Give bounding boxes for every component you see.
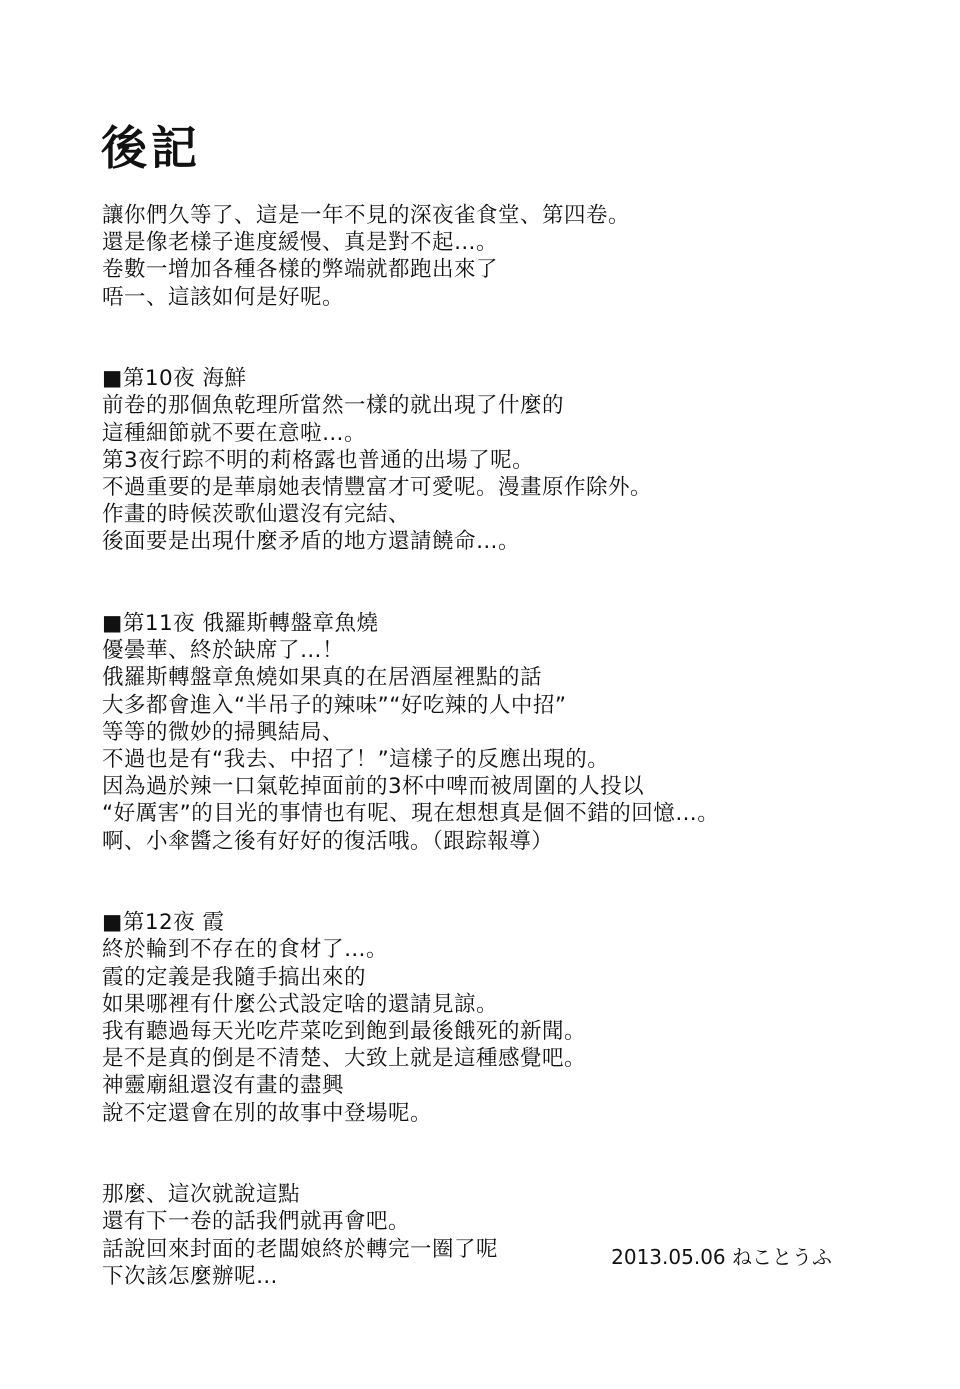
section-line: 大多都會進入“半吊子的辣味”“好吃辣的人中招”	[102, 692, 567, 718]
section-line: 如果哪裡有什麼公式設定啥的還請見諒。	[102, 991, 499, 1017]
section-heading: ■第10夜 海鮮	[102, 366, 247, 392]
outro-line: 還有下一卷的話我們就再會吧。	[102, 1209, 411, 1235]
afterword-body	[102, 202, 862, 1290]
page-title: 後記	[101, 121, 201, 175]
section-heading: ■第11夜 俄羅斯轉盤章魚燒	[102, 611, 379, 637]
section-line: 前卷的那個魚乾理所當然一樣的就出現了什麼的	[102, 393, 565, 419]
intro-paragraph	[102, 202, 862, 311]
paragraph-gap	[102, 311, 862, 365]
intro-line: 讓你們久等了、這是一年不見的深夜雀食堂、第四卷。	[102, 203, 631, 228]
intro-line: 唔一、這該如何是好呢。	[102, 284, 345, 310]
section-line: 等等的微妙的掃興結局、	[102, 719, 345, 745]
outro-line: 話說回來封面的老闆娘終於轉完一圈了呢	[102, 1236, 499, 1262]
section-line: 終於輪到不存在的食材了…。	[102, 937, 389, 963]
section-line: 說不定還會在別的故事中登場呢。	[102, 1100, 433, 1126]
section-line: 不過重要的是華扇她表情豐富才可愛呢。漫畫原作除外。	[102, 475, 653, 501]
date-signature: 2013.05.06 ねことうふ	[611, 1245, 832, 1269]
section-night-12	[102, 909, 862, 1127]
outro-line: 那麼、這次就說這點	[102, 1182, 301, 1208]
section-line: “好厲害”的目光的事情也有呢、現在想想真是個不錯的回憶…。	[102, 801, 720, 827]
outro-paragraph	[102, 1181, 862, 1290]
section-line: 後面要是出現什麼矛盾的地方還請饒命…。	[102, 529, 521, 555]
intro-line: 還是像老樣子進度緩慢、真是對不起…。	[102, 230, 499, 256]
section-line: 第3夜行踪不明的莉格露也普通的出場了呢。	[102, 447, 535, 473]
section-night-10	[102, 365, 862, 555]
section-line: 啊、小傘醬之後有好好的復活哦。（跟踪報導）	[102, 828, 554, 854]
section-line: 是不是真的倒是不清楚、大致上就是這種感覺吧。	[102, 1046, 587, 1072]
section-line: 神靈廟組還沒有畫的盡興	[102, 1073, 345, 1099]
outro-line: 下次該怎麼辦呢…	[102, 1263, 279, 1289]
section-line: 優曇華、終於缺席了…！	[102, 638, 345, 664]
paragraph-gap	[102, 1127, 862, 1181]
section-line: 我有聽過每天光吃芹菜吃到飽到最後餓死的新聞。	[102, 1019, 587, 1045]
paragraph-gap	[102, 556, 862, 610]
section-night-11	[102, 610, 862, 855]
section-line: 不過也是有“我去、中招了！”這樣子的反應出現的。	[102, 747, 610, 773]
section-line: 作畫的時候茨歌仙還沒有完結、	[102, 502, 411, 528]
section-line: 俄羅斯轉盤章魚燒如果真的在居酒屋裡點的話	[102, 665, 543, 691]
section-line: 這種細節就不要在意啦…。	[102, 420, 367, 446]
section-line: 霞的定義是我隨手搞出來的	[102, 964, 367, 990]
intro-line: 卷數一增加各種各樣的弊端就都跑出來了	[102, 257, 499, 283]
paragraph-gap	[102, 855, 862, 909]
section-heading: ■第12夜 霞	[102, 910, 225, 936]
section-line: 因為過於辣一口氣乾掉面前的3杯中啤而被周圍的人投以	[102, 774, 645, 800]
